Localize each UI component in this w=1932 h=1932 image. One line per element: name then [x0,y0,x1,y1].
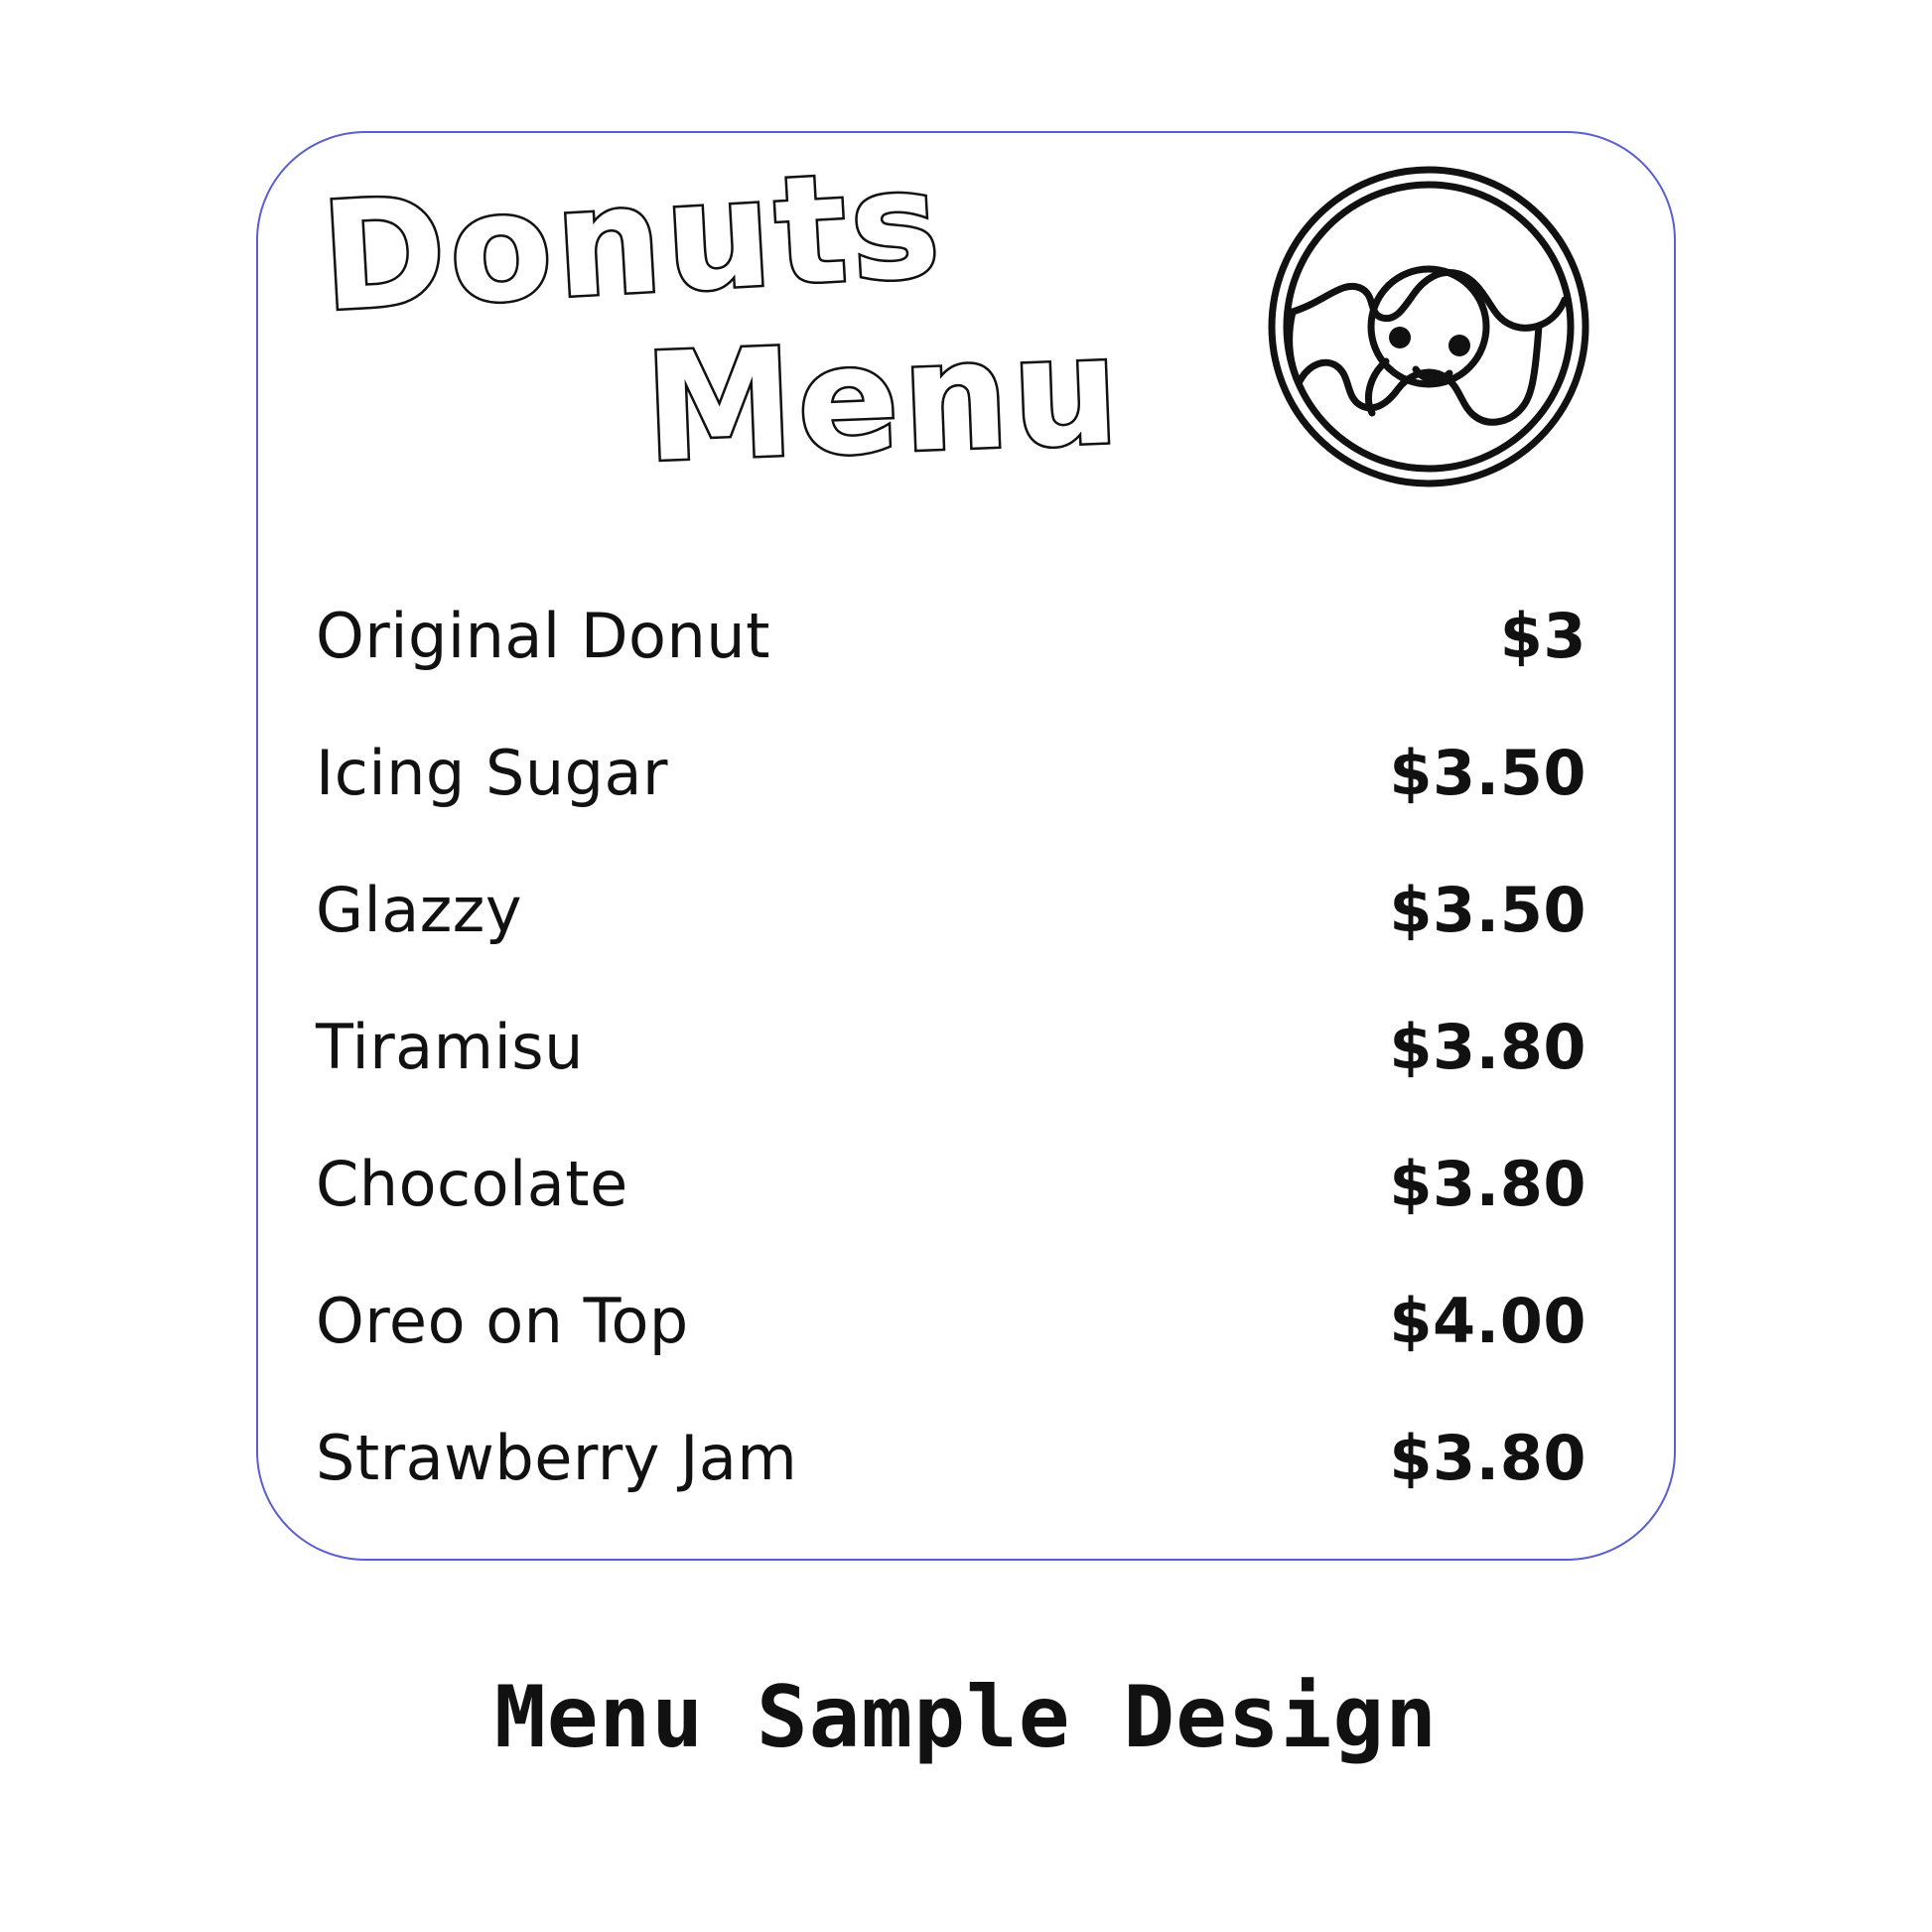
donut-icon [1265,163,1592,490]
menu-item-name: Oreo on Top [316,1285,689,1357]
menu-item-row [316,737,1616,874]
menu-item-price: $4.00 [1389,1285,1587,1357]
footer-caption: Menu Sample Design [494,1668,1438,1767]
menu-item-price: $3.80 [1389,1422,1587,1494]
menu-item-row [316,600,1616,737]
menu-item-price: $3.50 [1389,737,1587,809]
menu-item-row [316,1285,1616,1422]
menu-item-row [316,874,1616,1011]
menu-title-line-1: Donuts [317,137,948,345]
menu-item-name: Chocolate [316,1148,628,1220]
menu-title [298,137,1231,496]
menu-price-list [316,600,1616,1559]
menu-item-row [316,1422,1616,1559]
menu-header [258,133,1674,530]
menu-item-name: Strawberry Jam [316,1422,798,1494]
menu-item-price: $3.80 [1389,1148,1587,1220]
menu-item-row [316,1011,1616,1148]
menu-item-name: Icing Sugar [316,737,668,809]
menu-item-price: $3.50 [1389,874,1587,946]
donuts-menu-card [256,131,1676,1561]
menu-item-name: Original Donut [316,600,770,672]
menu-item-price: $3 [1499,600,1587,672]
menu-title-line-2: Menu [641,304,1126,496]
menu-item-row [316,1148,1616,1285]
menu-item-name: Tiramisu [316,1011,584,1083]
menu-item-name: Glazzy [316,874,523,946]
menu-item-price: $3.80 [1389,1011,1587,1083]
